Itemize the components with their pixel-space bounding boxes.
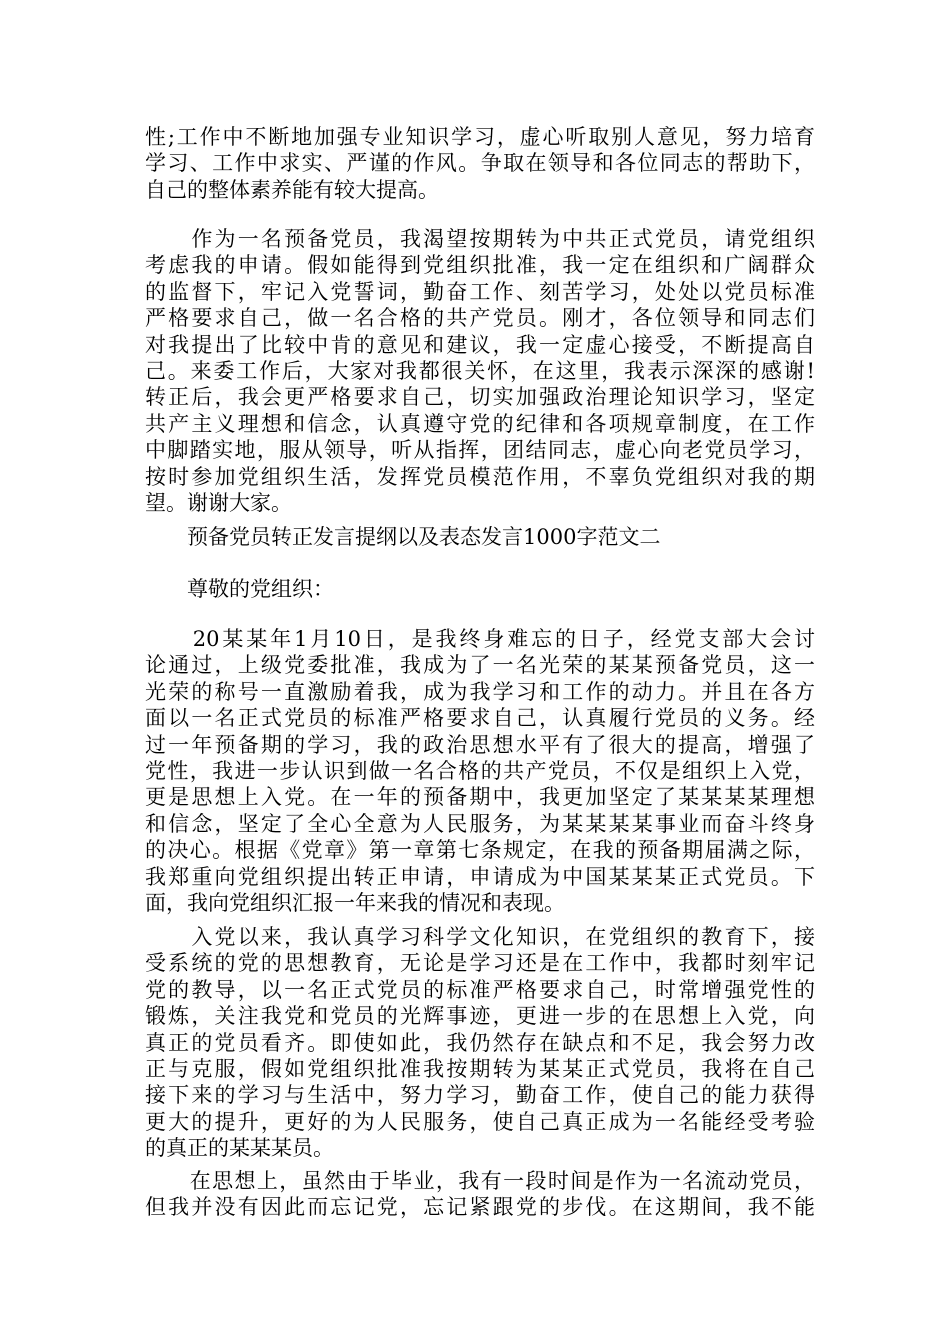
text-line: 按时参加党组织生活，发挥党员模范作用，不辜负党组织对我的期 [145, 464, 815, 489]
text-line: 性;工作中不断地加强专业知识学习，虚心听取别人意见，努力培育 [145, 125, 815, 149]
text-line: 中脚踏实地，服从领导，听从指挥，团结同志，虚心向老党员学习， [145, 438, 815, 463]
text-line: 自己的整体素养能有较大提高。 [145, 177, 439, 202]
paragraph-6 [145, 924, 815, 1162]
text-line: 在思想上，虽然由于毕业，我有一段时间是作为一名流动党员， [145, 1169, 815, 1193]
text-line: 党性，我进一步认识到做一名合格的共产党员，不仅是组织上入党， [145, 758, 815, 783]
paragraph-7 [145, 1168, 815, 1221]
text-line: 的真正的某某某员。 [145, 1136, 334, 1161]
text-line: 和信念，坚定了全心全意为人民服务，为某某某某事业而奋斗终身 [145, 811, 815, 836]
text-line: 更是思想上入党。在一年的预备期中，我更加坚定了某某某某理想 [145, 785, 815, 810]
text-line: 对我提出了比较中肯的意见和建议，我一定虚心接受，不断提高自 [145, 332, 815, 357]
text-line: 学习、工作中求实、严谨的作风。争取在领导和各位同志的帮助下， [145, 151, 815, 176]
text-line: 己。来委工作后，大家对我都很关怀，在这里，我表示深深的感谢! [145, 358, 815, 383]
text-line: 严格要求自己，做一名合格的共产党员。刚才，各位领导和同志们 [145, 306, 815, 331]
paragraph-2 [145, 226, 815, 516]
text-line: 的监督下，牢记入党誓词，勤奋工作、刻苦学习，处处以党员标准 [145, 279, 815, 304]
text-line: 作为一名预备党员，我渴望按期转为中共正式党员，请党组织 [145, 227, 815, 251]
text-line: 更大的提升，更好的为人民服务，使自己真正成为一名能经受考验 [145, 1109, 815, 1134]
text-line: 我郑重向党组织提出转正申请，申请成为中国某某某正式党员。下 [145, 864, 815, 889]
text-line: 的决心。根据《党章》第一章第七条规定，在我的预备期届满之际， [145, 838, 815, 863]
text-line: 过一年预备期的学习，我的政治思想水平有了很大的提高，增强了 [145, 732, 815, 757]
paragraph-1 [145, 124, 815, 203]
text-line: 面以一名正式党员的标准严格要求自己，认真履行党员的义务。经 [145, 706, 815, 731]
text-line: 20某某年1月10日，是我终身难忘的日子，经党支部大会讨 [145, 627, 815, 651]
text-line: 真正的党员看齐。即使如此，我仍然存在缺点和不足，我会努力改 [145, 1030, 815, 1055]
text-line: 预备党员转正发言提纲以及表态发言1000字范文二 [145, 525, 661, 549]
text-line: 接下来的学习与生活中，努力学习，勤奋工作，使自己的能力获得 [145, 1083, 815, 1108]
text-line: 但我并没有因此而忘记党，忘记紧跟党的步伐。在这期间，我不能 [145, 1195, 815, 1220]
text-line: 党的教导，以一名正式党员的标准严格要求自己，时常增强党性的 [145, 977, 815, 1002]
text-line: 正与克服，假如党组织批准我按期转为某某正式党员，我将在自己 [145, 1056, 815, 1081]
text-line: 尊敬的党组织： [145, 577, 334, 601]
text-line: 受系统的党的思想教育，无论是学习还是在工作中，我都时刻牢记 [145, 951, 815, 976]
text-line: 光荣的称号一直激励着我，成为我学习和工作的动力。并且在各方 [145, 679, 815, 704]
text-line: 考虑我的申请。假如能得到党组织批准，我一定在组织和广阔群众 [145, 253, 815, 278]
section-heading [145, 524, 815, 550]
paragraph-5 [145, 626, 815, 916]
text-line: 面，我向党组织汇报一年来我的情况和表现。 [145, 890, 565, 915]
text-line: 论通过，上级党委批准，我成为了一名光荣的某某预备党员，这一 [145, 653, 815, 678]
text-line: 望。谢谢大家。 [145, 490, 292, 515]
text-line: 共产主义理想和信念，认真遵守党的纪律和各项规章制度，在工作 [145, 411, 815, 436]
salutation [145, 576, 815, 602]
text-line: 入党以来，我认真学习科学文化知识，在党组织的教育下，接 [145, 925, 815, 949]
text-line: 锻炼，关注我党和党员的光辉事迹，更进一步的在思想上入党，向 [145, 1004, 815, 1029]
text-line: 转正后，我会更严格要求自己，切实加强政治理论知识学习，坚定 [145, 385, 815, 410]
